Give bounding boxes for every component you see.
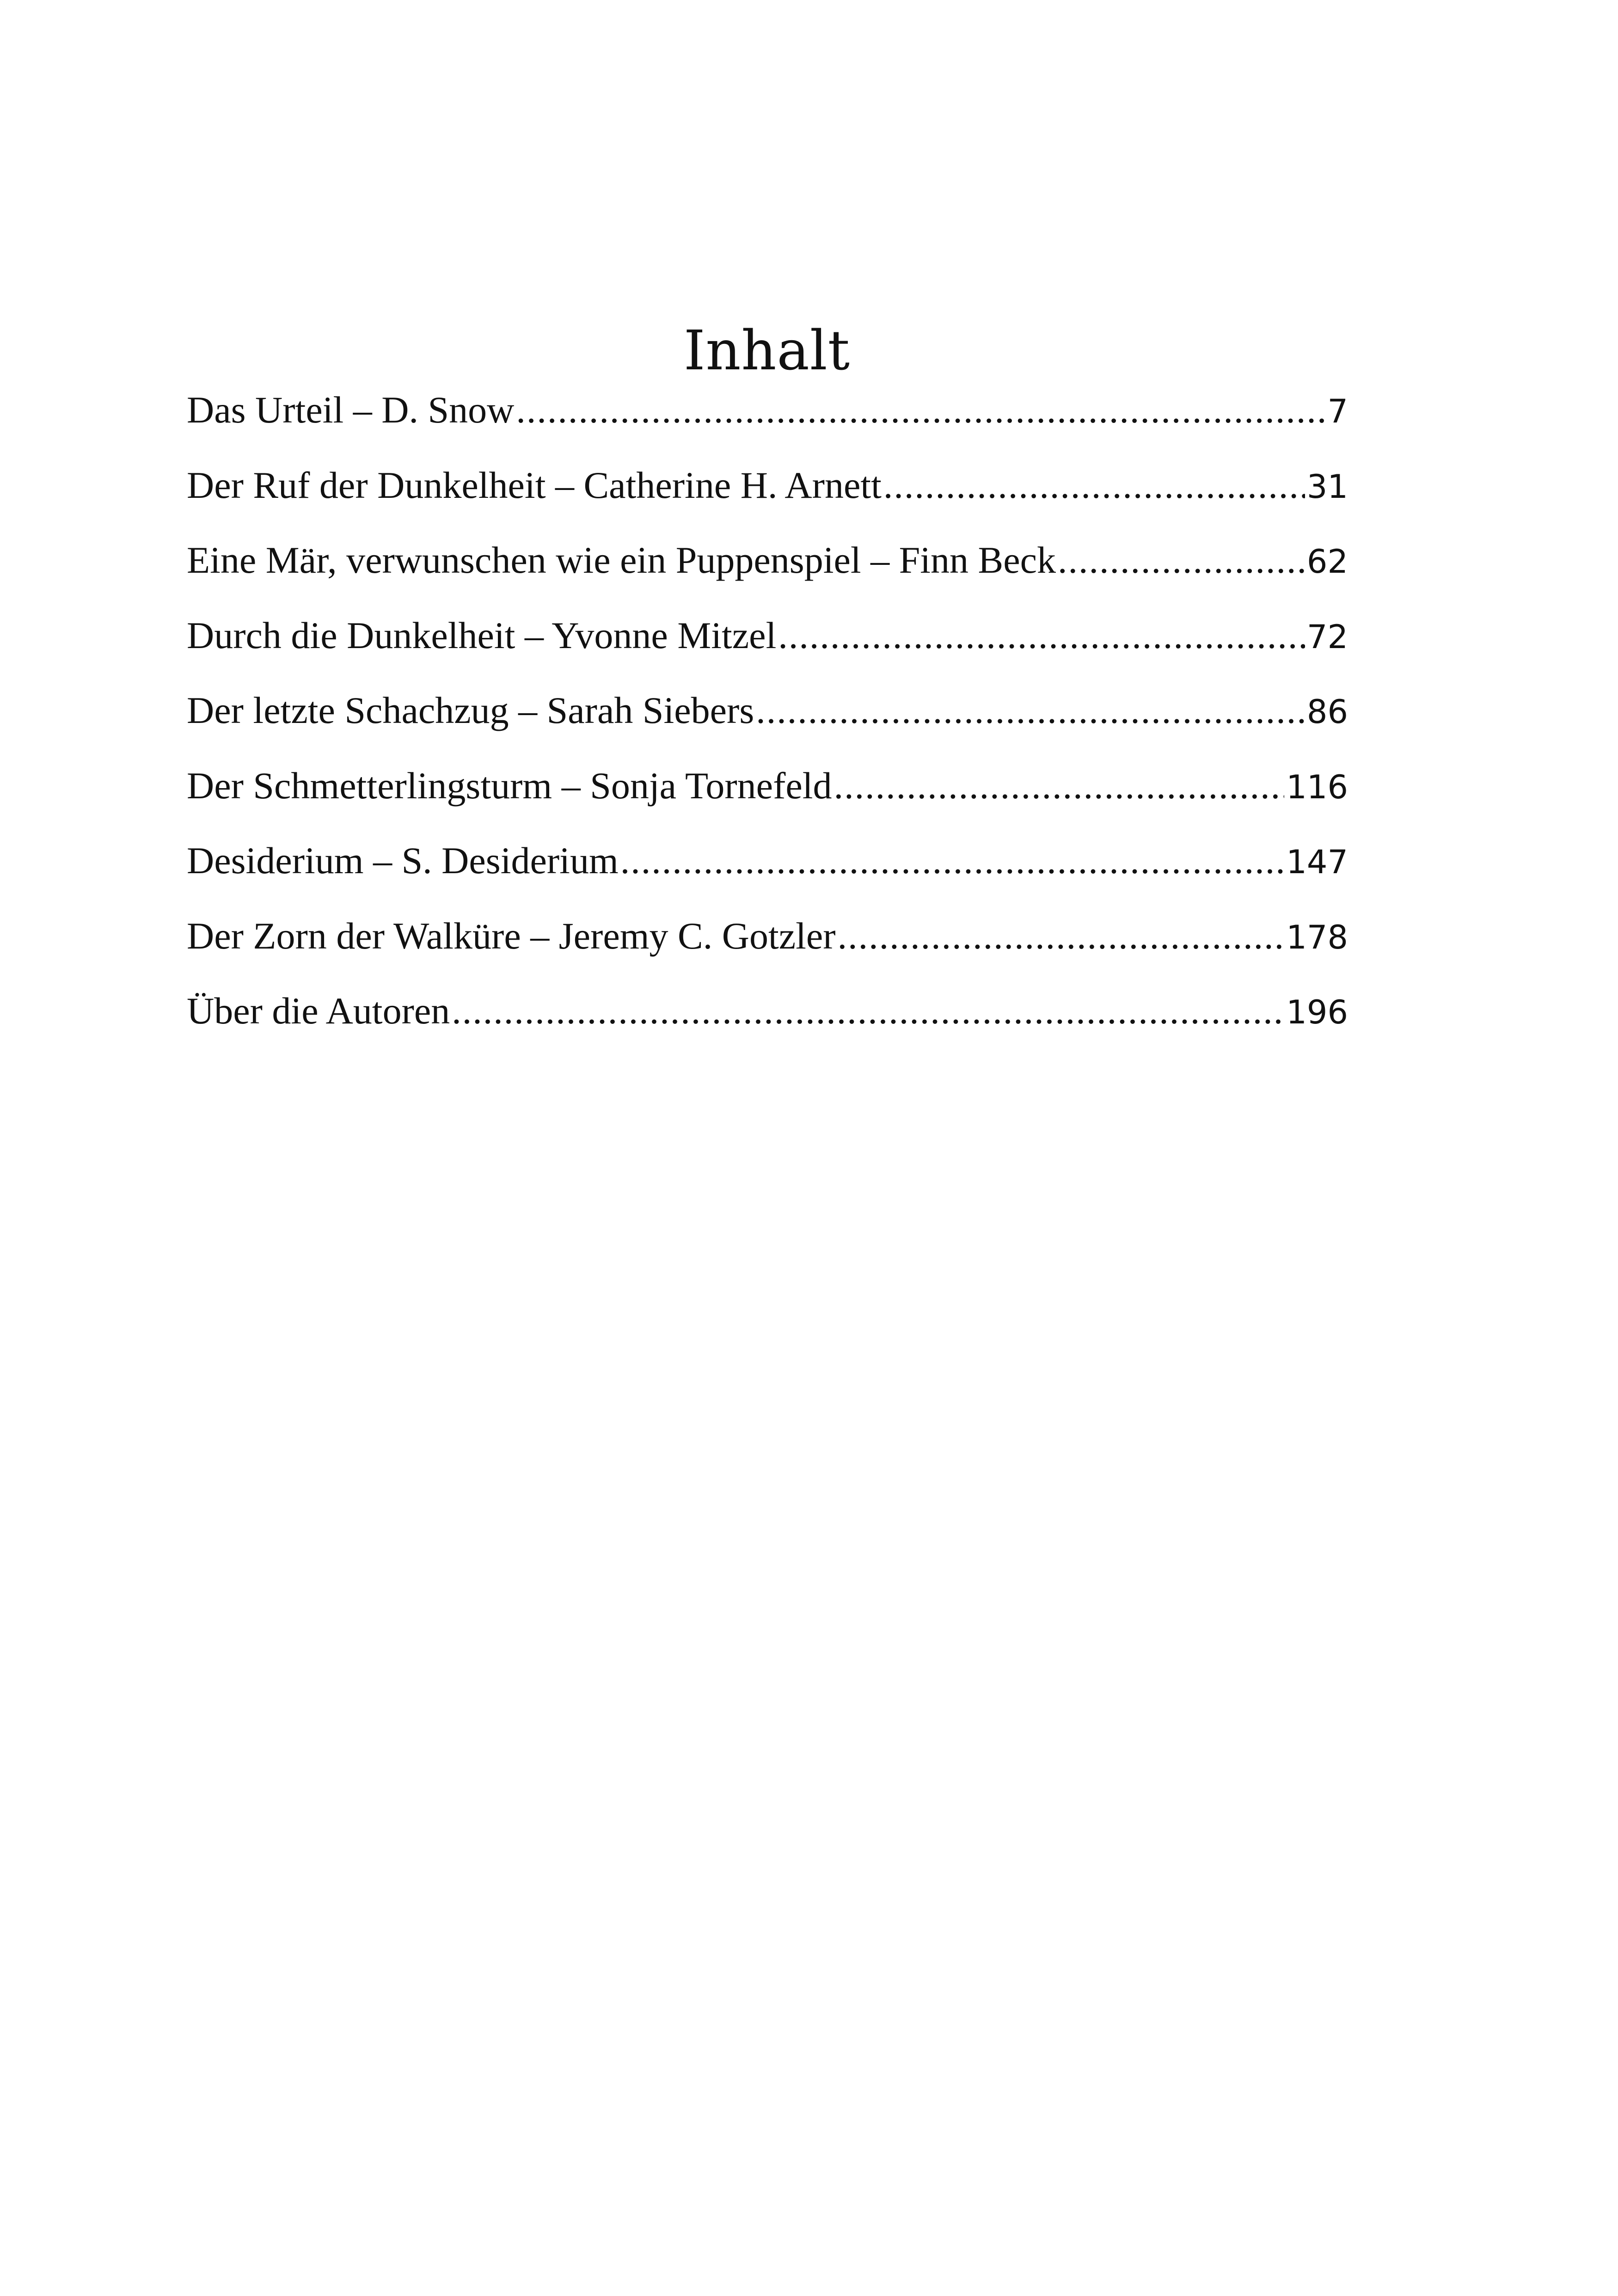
toc-entry-title: Der Schmetterlingsturm – Sonja Tornefeld <box>187 764 832 807</box>
toc-entry[interactable] <box>187 839 1348 914</box>
toc-entry-title: Der letzte Schachzug – Sarah Siebers <box>187 689 754 731</box>
toc-dot-leader <box>834 764 1285 808</box>
toc-entry[interactable] <box>187 388 1348 464</box>
toc-entry-title: Durch die Dunkelheit – Yvonne Mitzel <box>187 614 777 656</box>
toc-entry-title: Desiderium – S. Desiderium <box>187 839 619 882</box>
toc-dot-leader <box>452 989 1284 1033</box>
toc-page-number: 62 <box>1306 543 1348 581</box>
toc-dot-leader <box>756 689 1305 732</box>
toc-entry[interactable] <box>187 914 1348 990</box>
toc-entry[interactable] <box>187 689 1348 764</box>
table-of-contents <box>187 388 1348 1065</box>
toc-dot-leader <box>620 839 1285 882</box>
toc-entry[interactable] <box>187 989 1348 1065</box>
toc-dot-leader <box>838 914 1285 958</box>
toc-page-number: 7 <box>1327 392 1348 430</box>
toc-entry-title: Das Urteil – D. Snow <box>187 389 515 431</box>
toc-page-number: 196 <box>1286 993 1348 1031</box>
toc-page-number: 116 <box>1286 768 1348 806</box>
toc-page-number: 147 <box>1286 843 1348 881</box>
toc-dot-leader <box>883 464 1305 507</box>
toc-page-number: 86 <box>1306 693 1348 731</box>
toc-entry-title: Der Zorn der Walküre – Jeremy C. Gotzler <box>187 914 836 957</box>
toc-entry[interactable] <box>187 764 1348 839</box>
toc-entry[interactable] <box>187 614 1348 689</box>
toc-entry-title: Der Ruf der Dunkelheit – Catherine H. Arnett <box>187 464 882 506</box>
toc-page-number: 72 <box>1306 618 1348 656</box>
toc-dot-leader <box>778 614 1305 657</box>
toc-title: Inhalt <box>683 318 851 383</box>
toc-entry[interactable] <box>187 539 1348 614</box>
toc-page-number: 31 <box>1306 467 1348 506</box>
toc-page-number: 178 <box>1286 918 1348 956</box>
toc-dot-leader <box>516 388 1325 432</box>
toc-entry-title: Eine Mär, verwunschen wie ein Puppenspiel – Finn Beck <box>187 539 1056 581</box>
toc-entry-title: Über die Autoren <box>187 990 450 1032</box>
toc-dot-leader <box>1058 539 1305 582</box>
toc-entry[interactable] <box>187 464 1348 539</box>
